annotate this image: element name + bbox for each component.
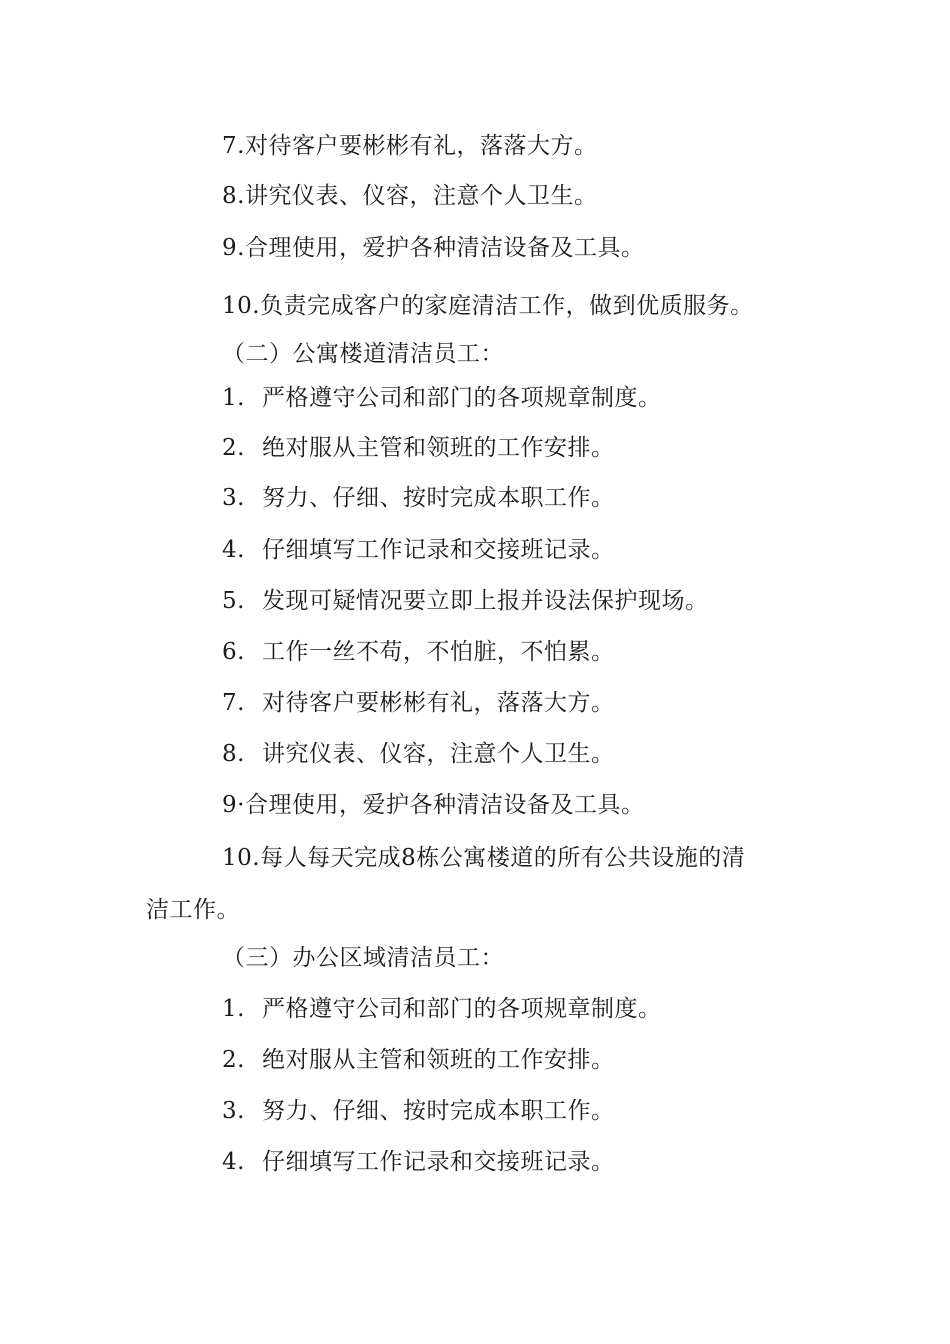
list-item xyxy=(222,587,709,615)
item-number: 3. xyxy=(222,1098,245,1124)
list-item xyxy=(222,292,754,320)
item-number: 7. xyxy=(222,690,245,716)
item-text: 负责完成客户的家庭清洁工作，做到优质服务。 xyxy=(260,293,754,319)
list-item xyxy=(222,1046,615,1074)
section-heading: （三）办公区域清洁员工： xyxy=(222,945,504,971)
list-item xyxy=(222,1097,615,1125)
item-number: 1. xyxy=(222,996,245,1022)
item-text: 工作一丝不苟，不怕脏，不怕累。 xyxy=(262,639,615,665)
list-item xyxy=(222,384,662,412)
item-number: 1. xyxy=(222,385,245,411)
item-text: 对待客户要彬彬有礼，落落大方。 xyxy=(244,133,598,159)
item-text: 发现可疑情况要立即上报并设法保护现场。 xyxy=(262,588,709,614)
item-number: 4. xyxy=(222,537,245,563)
list-item xyxy=(222,844,745,872)
list-item xyxy=(222,740,615,768)
list-item xyxy=(222,182,597,210)
item-text: 绝对服从主管和领班的工作安排。 xyxy=(262,435,615,461)
item-number: 3. xyxy=(222,485,245,511)
item-text: 严格遵守公司和部门的各项规章制度。 xyxy=(262,385,662,411)
item-number: 10. xyxy=(222,845,261,871)
item-number: 9· xyxy=(222,792,245,818)
item-text: 合理使用，爱护各种清洁设备及工具。 xyxy=(244,792,645,818)
list-item-continuation: 洁工作。 xyxy=(146,897,240,923)
list-item xyxy=(222,689,615,717)
item-number: 6. xyxy=(222,639,245,665)
item-number: 5. xyxy=(222,588,245,614)
list-item xyxy=(222,132,597,160)
item-number: 2. xyxy=(222,435,245,461)
list-item xyxy=(222,536,615,564)
item-text: 仔细填写工作记录和交接班记录。 xyxy=(262,537,615,563)
list-item xyxy=(222,791,644,819)
item-text: 绝对服从主管和领班的工作安排。 xyxy=(262,1047,615,1073)
section-heading: （二）公寓楼道清洁员工： xyxy=(222,341,504,367)
item-text: 合理使用，爱护各种清洁设备及工具。 xyxy=(244,235,645,261)
list-item xyxy=(222,484,615,512)
list-item xyxy=(222,1148,615,1176)
item-number: 8. xyxy=(222,183,245,209)
item-number: 8. xyxy=(222,741,245,767)
item-text: 讲究仪表、仪容，注意个人卫生。 xyxy=(262,741,615,767)
item-number: 10. xyxy=(222,293,261,319)
item-number: 7. xyxy=(222,133,245,159)
item-text: 严格遵守公司和部门的各项规章制度。 xyxy=(262,996,662,1022)
list-item xyxy=(222,434,615,462)
item-text: 仔细填写工作记录和交接班记录。 xyxy=(262,1149,615,1175)
item-number: 4. xyxy=(222,1149,245,1175)
item-text: 努力、仔细、按时完成本职工作。 xyxy=(262,1098,615,1124)
item-text: 对待客户要彬彬有礼，落落大方。 xyxy=(262,690,615,716)
item-text: 努力、仔细、按时完成本职工作。 xyxy=(262,485,615,511)
list-item xyxy=(222,995,662,1023)
item-number: 9. xyxy=(222,235,245,261)
list-item xyxy=(222,234,644,262)
list-item xyxy=(222,638,615,666)
item-text: 讲究仪表、仪容，注意个人卫生。 xyxy=(244,183,598,209)
item-text: 每人每天完成8栋公寓楼道的所有公共设施的清 xyxy=(260,845,746,871)
item-number: 2. xyxy=(222,1047,245,1073)
